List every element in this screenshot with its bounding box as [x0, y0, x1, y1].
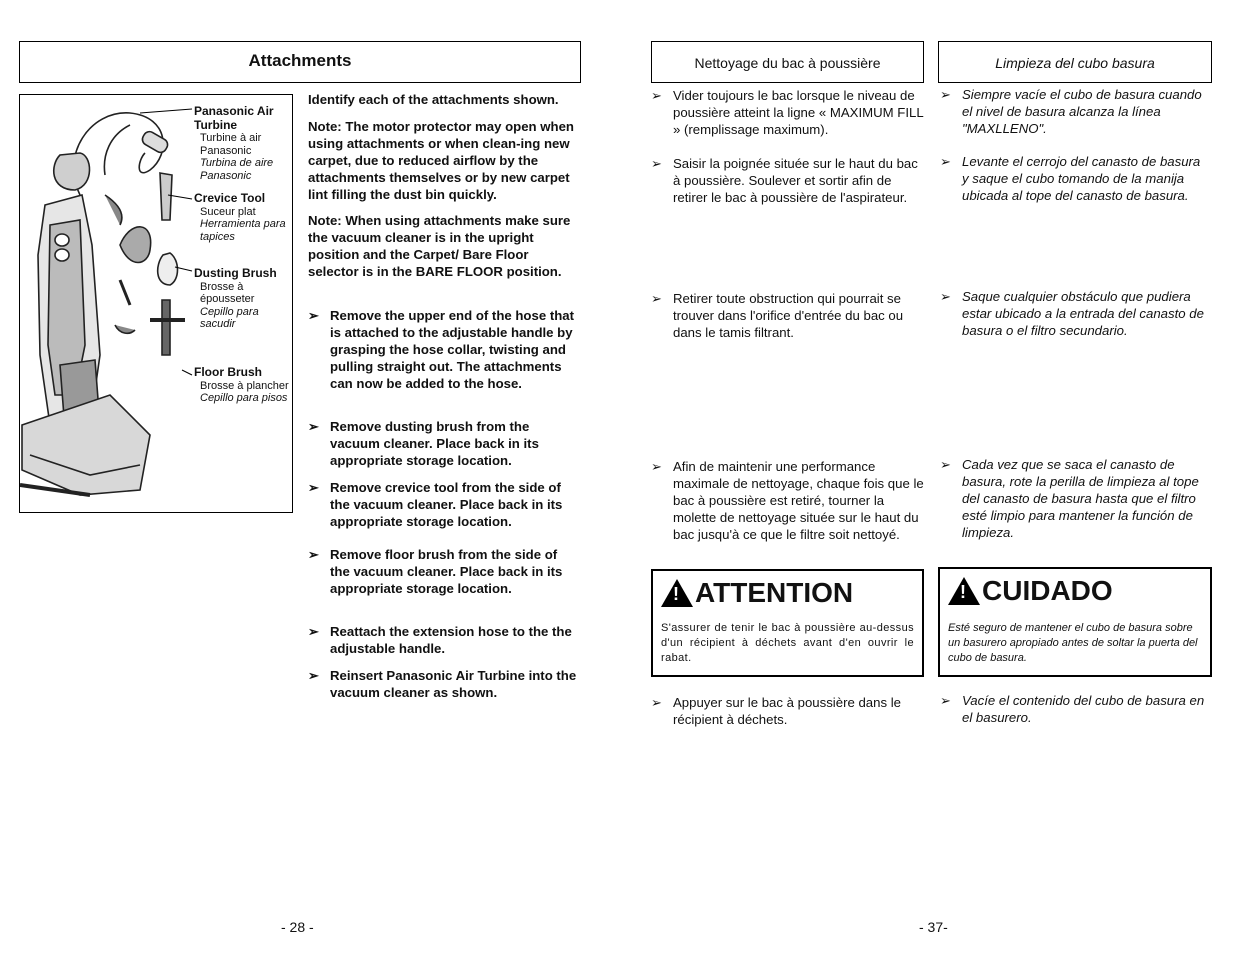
attachments-header	[19, 41, 581, 83]
es-step-5: ➢ Vacíe el contenido del cubo de basura en el basurero.	[940, 693, 1205, 725]
intro-text: Identify each of the attachments shown.	[308, 92, 559, 107]
bullet-arrow-icon: ➢	[308, 547, 320, 562]
bullet-arrow-icon: ➢	[940, 87, 952, 102]
warning-text-es: Esté seguro de mantener el cubo de basura sobre un basurero apropiado antes de soltar la puerta del cubo de basura.	[948, 622, 1198, 664]
note-attachments-position: Note: When using attachments make sure the vacuum cleaner is in the upright position and the Carpet/ Bare Floor selector is in the BARE FLOOR position.	[308, 213, 571, 279]
warning-icon	[948, 577, 980, 605]
fr-header	[651, 41, 924, 83]
bullet-arrow-icon: ➢	[940, 289, 952, 304]
page-number-left: - 28 -	[281, 919, 314, 935]
warning-box-es	[938, 567, 1212, 677]
label-air-turbine: Panasonic Air Turbine Turbine à air Panasonic Turbina de aire Panasonic	[194, 104, 274, 182]
note-motor-protector: Note: The motor protector may open when using attachments or when clean-ing new carpet, due to reduced airflow by the attachments themselves or by new carpet lint filling the dust bin quickly.	[308, 119, 574, 202]
page-number-right: - 37-	[919, 919, 948, 935]
bullet-arrow-icon: ➢	[308, 480, 320, 495]
bullet-arrow-icon: ➢	[651, 695, 663, 710]
es-header	[938, 41, 1212, 83]
en-step-2: ➢ Remove dusting brush from the vacuum cleaner. Place back in its appropriate storage location.	[308, 419, 539, 468]
bullet-arrow-icon: ➢	[651, 156, 663, 171]
bullet-arrow-icon: ➢	[651, 459, 663, 474]
fr-step-1: ➢ Vider toujours le bac lorsque le niveau de poussière atteint la ligne « MAXIMUM FILL » (remplissage maximum).	[651, 88, 924, 137]
vacuum-illustration	[20, 95, 195, 512]
en-step-5: ➢ Reattach the extension hose to the the adjustable handle.	[308, 624, 572, 656]
es-title: Limpieza del cubo basura	[995, 55, 1155, 71]
es-step-4: ➢ Cada vez que se saca el canasto de basura, rote la perilla de limpieza al tope del canasto de basura hasta que el filtro esté limpio para mantener la función de limpieza.	[940, 457, 1199, 540]
bullet-arrow-icon: ➢	[940, 693, 952, 708]
bullet-arrow-icon: ➢	[308, 308, 320, 323]
bullet-arrow-icon: ➢	[308, 624, 320, 639]
attachments-illustration	[19, 94, 293, 513]
bullet-arrow-icon: ➢	[308, 419, 320, 434]
fr-step-2: ➢ Saisir la poignée située sur le haut du bac à poussière. Soulever et sortir afin de retirer le bac à poussière de l'aspirateur.	[651, 156, 918, 205]
bullet-arrow-icon: ➢	[651, 88, 663, 103]
warning-title-es: CUIDADO	[982, 575, 1113, 606]
bullet-arrow-icon: ➢	[308, 668, 320, 683]
label-dusting-brush: Dusting Brush Brosse à épousseter Cepillo para sacudir	[194, 266, 277, 330]
attachments-title: Attachments	[248, 51, 352, 70]
fr-step-3: ➢ Retirer toute obstruction qui pourrait se trouver dans l'orifice d'entrée du bac ou dans le tamis filtrant.	[651, 291, 904, 340]
bullet-arrow-icon: ➢	[940, 154, 952, 169]
warning-text-fr: S'assurer de tenir le bac à poussière au-dessus d'un récipient à déchets avant d'en ouvrir le rabat.	[661, 622, 914, 664]
es-step-3: ➢ Saque cualquier obstáculo que pudiera estar ubicado a la entrada del canasto de basura o el filtro secundario.	[940, 289, 1204, 338]
es-step-1: ➢ Siempre vacíe el cubo de basura cuando el nivel de basura alcanza la línea "MAXLLENO".	[940, 87, 1202, 136]
warning-box-fr	[651, 569, 924, 677]
fr-step-4: ➢ Afin de maintenir une performance maximale de nettoyage, chaque fois que le bac à poussière est retiré, tourner la molette de nettoyage située sur le haut du bac jusqu'à ce que le filtre soit nettoyé.	[651, 459, 924, 542]
label-floor-brush: Floor Brush Brosse à plancher Cepillo para pisos	[194, 365, 289, 404]
warning-title-fr: ATTENTION	[695, 577, 854, 608]
fr-step-5: ➢ Appuyer sur le bac à poussière dans le récipient à déchets.	[651, 695, 901, 727]
bullet-arrow-icon: ➢	[651, 291, 663, 306]
en-step-1: ➢ Remove the upper end of the hose that is attached to the adjustable handle by grasping the hose collar, twisting and pulling straight out. The attachments can now be added to the hose.	[308, 308, 574, 391]
en-step-4: ➢ Remove floor brush from the side of the vacuum cleaner. Place back in its appropriate storage location.	[308, 547, 563, 596]
en-step-6: ➢ Reinsert Panasonic Air Turbine into the vacuum cleaner as shown.	[308, 668, 577, 700]
fr-title: Nettoyage du bac à poussière	[694, 55, 881, 71]
warning-icon	[661, 579, 693, 607]
bullet-arrow-icon: ➢	[940, 457, 952, 472]
es-step-2: ➢ Levante el cerrojo del canasto de basura y saque el cubo tomando de la manija ubicada al tope del canasto de basura.	[940, 154, 1201, 203]
en-step-3: ➢ Remove crevice tool from the side of the vacuum cleaner. Place back in its appropriate storage location.	[308, 480, 563, 529]
label-crevice-tool: Crevice Tool Suceur plat Herramienta para tapices	[194, 191, 286, 243]
